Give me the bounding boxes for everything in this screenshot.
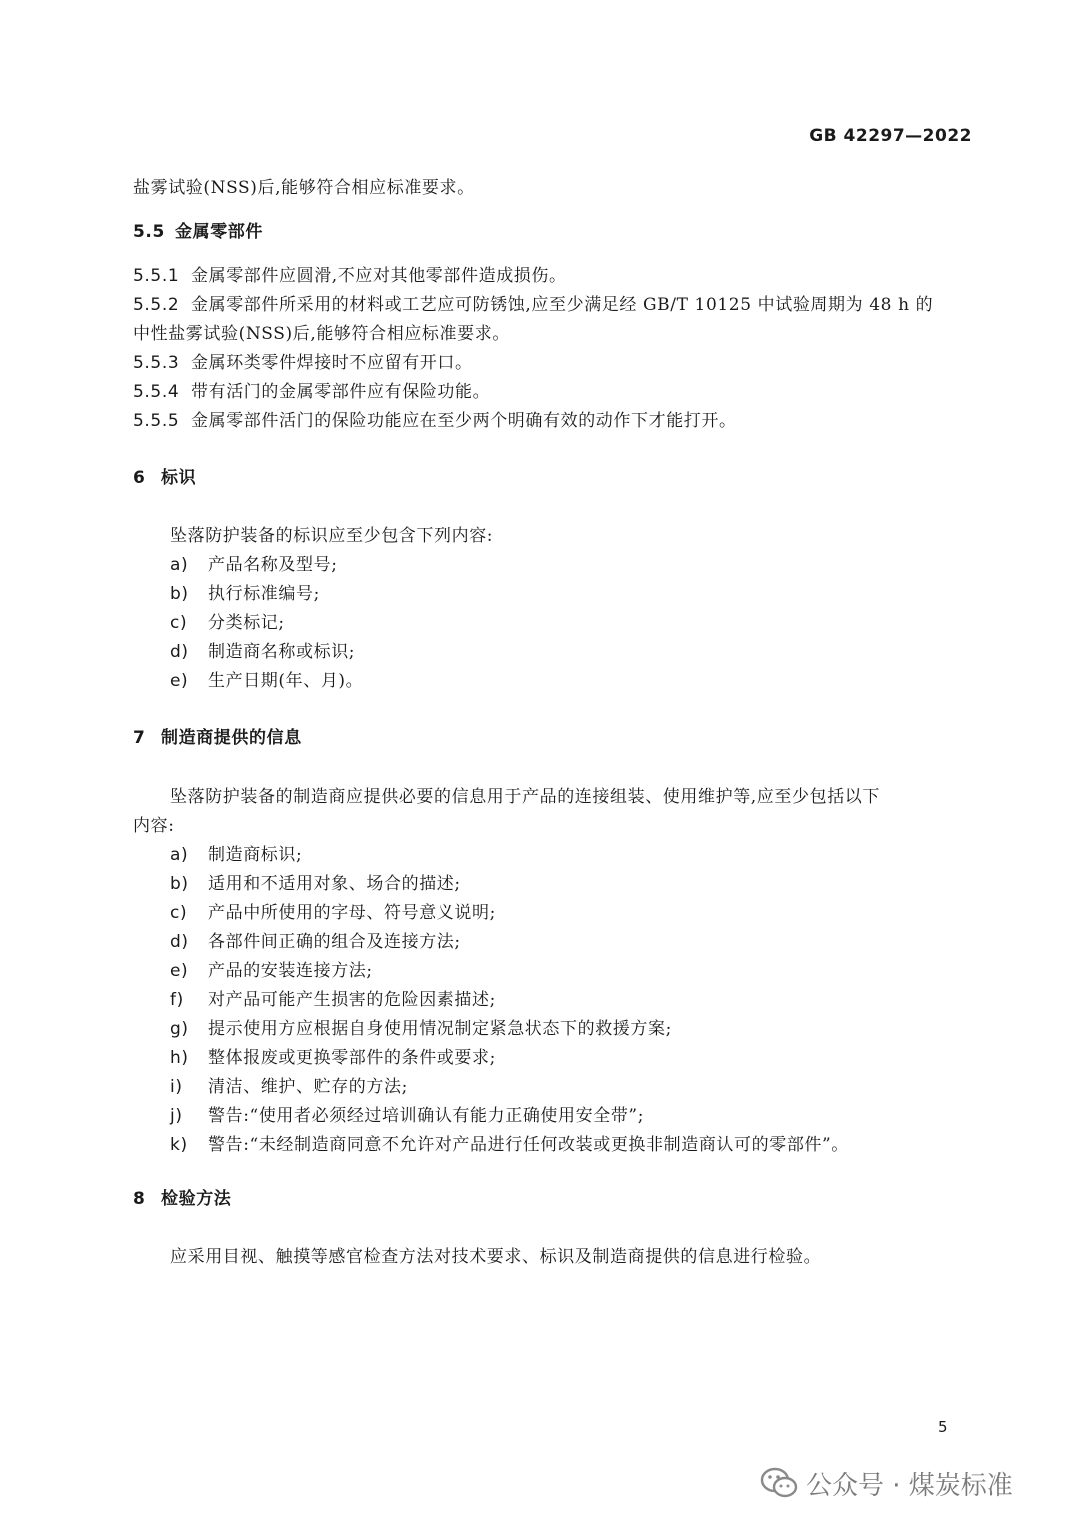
list-item-text: 各部件间正确的组合及连接方法; (208, 932, 461, 952)
section-7-list-item (170, 873, 461, 895)
clause-5-5-2-continued: 中性盐雾试验(NSS)后,能够符合相应标准要求。 (133, 324, 510, 344)
list-item-label: d) (170, 932, 189, 952)
clause-5-5-1: 5.5.1 金属零部件应圆滑,不应对其他零部件造成损伤。 (133, 266, 567, 286)
list-item-label: b) (170, 584, 189, 604)
section-8-heading: 8 检验方法 (133, 1189, 232, 1209)
list-item-label: c) (170, 903, 188, 923)
section-6-list-item (170, 583, 320, 605)
list-item-label: e) (170, 671, 189, 691)
list-item-label: c) (170, 613, 188, 633)
list-item-text: 警告:“未经制造商同意不允许对产品进行任何改装或更换非制造商认可的零部件”。 (208, 1135, 849, 1155)
list-item-label: j) (170, 1106, 183, 1126)
watermark-text: 公众号 · 煤炭标准 (806, 1470, 1013, 1501)
section-8-text: 应采用目视、触摸等感官检查方法对技术要求、标识及制造商提供的信息进行检验。 (170, 1247, 822, 1267)
section-6-list-item (170, 612, 285, 634)
list-item-text: 制造商标识; (208, 845, 303, 865)
section-7-list-item (170, 931, 461, 953)
list-item-text: 产品名称及型号; (208, 555, 338, 575)
section-7-list-item (170, 960, 373, 982)
section-7-list-item (170, 989, 496, 1011)
list-item-label: k) (170, 1135, 188, 1155)
section-7-list-item (170, 1105, 644, 1127)
list-item-text: 适用和不适用对象、场合的描述; (208, 874, 461, 894)
list-item-label: b) (170, 874, 189, 894)
list-item-label: i) (170, 1077, 183, 1097)
section-7-list-item (170, 1076, 408, 1098)
clause-5-5-3: 5.5.3 金属环类零件焊接时不应留有开口。 (133, 353, 473, 373)
list-item-label: a) (170, 845, 189, 865)
list-item-label: e) (170, 961, 189, 981)
list-item-label: d) (170, 642, 189, 662)
section-6-list-item (170, 670, 363, 692)
section-5-5-heading: 5.5 金属零部件 (133, 222, 263, 242)
document-id: GB 42297—2022 (809, 126, 972, 146)
list-item-text: 整体报废或更换零部件的条件或要求; (208, 1048, 496, 1068)
list-item-text: 产品的安装连接方法; (208, 961, 373, 981)
list-item-label: a) (170, 555, 189, 575)
section-6-heading: 6 标识 (133, 468, 197, 488)
list-item-label: f) (170, 990, 184, 1010)
section-6-list-item (170, 641, 355, 663)
clause-5-5-2: 5.5.2 金属零部件所采用的材料或工艺应可防锈蚀,应至少满足经 GB/T 10125 中试验周期为 48 h 的 (133, 295, 934, 315)
section-6-intro: 坠落防护装备的标识应至少包含下列内容: (170, 526, 494, 546)
list-item-text: 产品中所使用的字母、符号意义说明; (208, 903, 496, 923)
page-number: 5 (938, 1418, 948, 1436)
watermark (760, 1463, 1013, 1503)
list-item-text: 对产品可能产生损害的危险因素描述; (208, 990, 496, 1010)
section-7-intro: 坠落防护装备的制造商应提供必要的信息用于产品的连接组装、使用维护等,应至少包括以下 (170, 787, 881, 807)
list-item-text: 执行标准编号; (208, 584, 320, 604)
list-item-text: 分类标记; (208, 613, 285, 633)
list-item-text: 提示使用方应根据自身使用情况制定紧急状态下的救援方案; (208, 1019, 672, 1039)
list-item-text: 制造商名称或标识; (208, 642, 356, 662)
section-7-list-item (170, 1047, 496, 1069)
section-7-list-item (170, 1018, 672, 1040)
continued-line: 盐雾试验(NSS)后,能够符合相应标准要求。 (133, 178, 475, 198)
list-item-label: h) (170, 1048, 189, 1068)
section-7-list-item (170, 902, 496, 924)
wechat-icon (760, 1467, 798, 1499)
section-7-intro-continued: 内容: (133, 816, 175, 836)
list-item-text: 警告:“使用者必须经过培训确认有能力正确使用安全带”; (208, 1106, 645, 1126)
list-item-text: 清洁、维护、贮存的方法; (208, 1077, 408, 1097)
section-7-list-item (170, 1134, 849, 1156)
clause-5-5-5: 5.5.5 金属零部件活门的保险功能应在至少两个明确有效的动作下才能打开。 (133, 411, 737, 431)
section-7-list-item (170, 844, 302, 866)
section-6-list-item (170, 554, 338, 576)
clause-5-5-4: 5.5.4 带有活门的金属零部件应有保险功能。 (133, 382, 491, 402)
list-item-text: 生产日期(年、月)。 (208, 671, 364, 691)
section-7-heading: 7 制造商提供的信息 (133, 728, 302, 748)
list-item-label: g) (170, 1019, 189, 1039)
